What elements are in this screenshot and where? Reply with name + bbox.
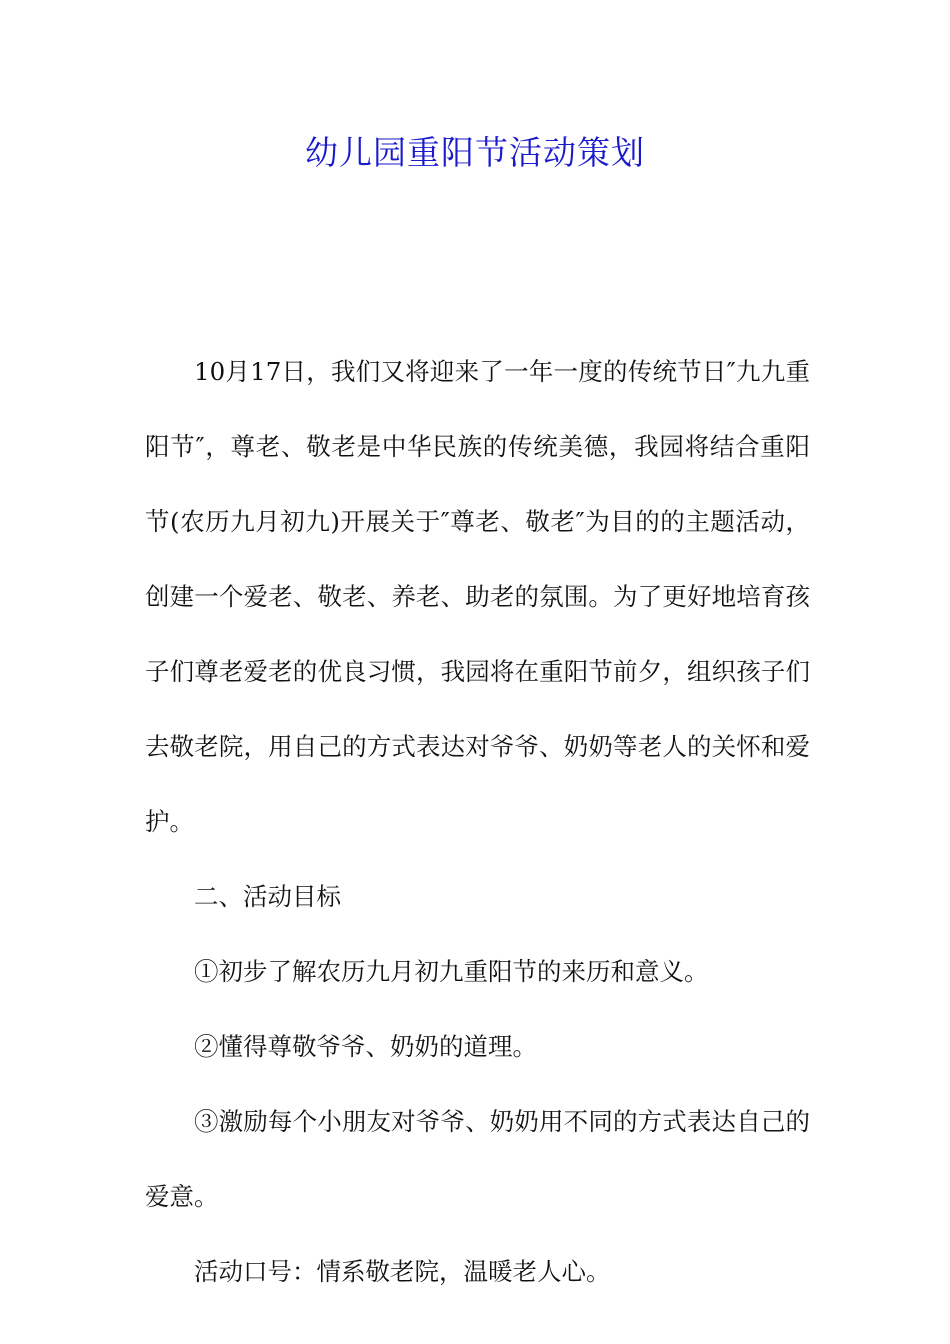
activity-slogan: 活动口号：情系敬老院，温暖老人心。 (194, 1257, 611, 1286)
goal-item-1: ①初步了解农历九月初九重阳节的来历和意义。 (194, 957, 709, 986)
section-heading-goals: 二、活动目标 (194, 882, 341, 911)
goal-item-2: ②懂得尊敬爷爷、奶奶的道理。 (194, 1032, 537, 1061)
document-title: 幼儿园重阳节活动策划 (305, 133, 645, 172)
document-body (145, 334, 810, 1309)
intro-paragraph: 10月17日，我们又将迎来了一年一度的传统节日″九九重阳节″，尊老、敬老是中华民族的传统美德，我园将结合重阳节(农历九月初九)开展关于″尊老、敬老″为目的的主题活动，创建一个爱老、敬老、养老、助老的氛围。为了更好地培育孩子们尊老爱老的优良习惯，我园将在重阳节前夕，组织孩子们去敬老院，用自己的方式表达对爷爷、奶奶等老人的关怀和爱护。 (145, 357, 810, 836)
goal-item-3: ③激励每个小朋友对爷爷、奶奶用不同的方式表达自己的爱意。 (145, 1107, 810, 1211)
